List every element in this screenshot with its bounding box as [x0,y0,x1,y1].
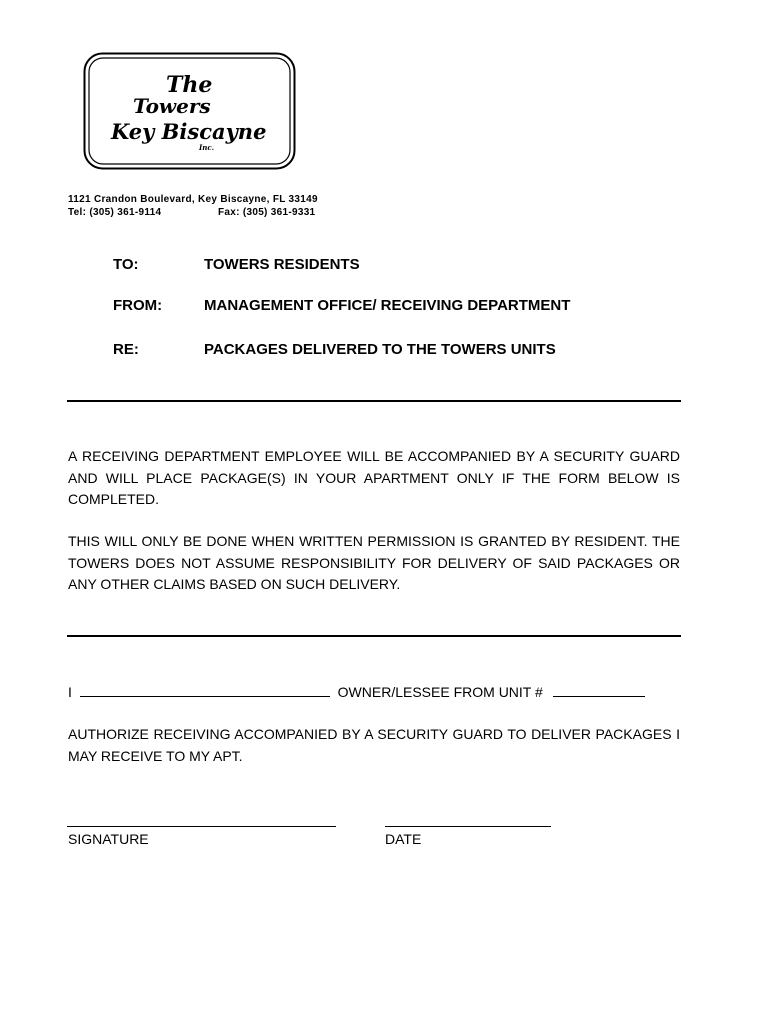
owner-line [68,684,645,700]
logo-line-3: Key Biscayne [111,119,267,144]
from-label: FROM: [113,297,163,314]
owner-name-blank[interactable] [80,684,330,697]
body-paragraph-1: A RECEIVING DEPARTMENT EMPLOYEE WILL BE ACCOMPANIED BY A SECURITY GUARD AND WILL PLACE PACKAGE(S) IN YOUR APARTMENT ONLY IF THE FORM BELOW IS COMPLETED. [68,448,680,507]
to-label: TO: [113,256,139,273]
to-value: TOWERS RESIDENTS [204,256,360,273]
divider-top [67,400,681,402]
address-street: 1121 Crandon Boulevard, Key Biscayne, FL 33149 [68,194,318,205]
from-value: MANAGEMENT OFFICE/ RECEIVING DEPARTMENT [204,297,571,314]
signature-blank[interactable] [67,826,336,827]
address-tel: Tel: (305) 361-9114 [68,207,162,218]
re-label: RE: [113,341,139,358]
logo-line-1: The [166,72,213,98]
re-value: PACKAGES DELIVERED TO THE TOWERS UNITS [204,341,556,358]
owner-label: OWNER/LESSEE FROM UNIT # [337,684,543,700]
unit-number-blank[interactable] [553,684,645,697]
divider-bottom [67,635,681,637]
logo-line-2: Towers [133,94,211,118]
address-fax: Fax: (305) 361-9331 [218,207,316,218]
signature-label: SIGNATURE [68,831,149,847]
body-paragraph-2: THIS WILL ONLY BE DONE WHEN WRITTEN PERMISSION IS GRANTED BY RESIDENT. THE TOWERS DOES NOT ASSUME RESPONSIBILITY FOR DELIVERY OF SAID PACKAGES OR ANY OTHER CLAIMS BASED ON SUCH DELIVERY. [68,533,680,592]
logo-line-4: Inc. [199,143,215,152]
company-logo [83,52,296,170]
logo-frame [83,52,296,170]
date-blank[interactable] [385,826,551,827]
i-label: I [68,684,72,700]
authorize-text: AUTHORIZE RECEIVING ACCOMPANIED BY A SECURITY GUARD TO DELIVER PACKAGES I MAY RECEIVE TO MY APT. [68,726,680,764]
date-label: DATE [385,831,422,847]
